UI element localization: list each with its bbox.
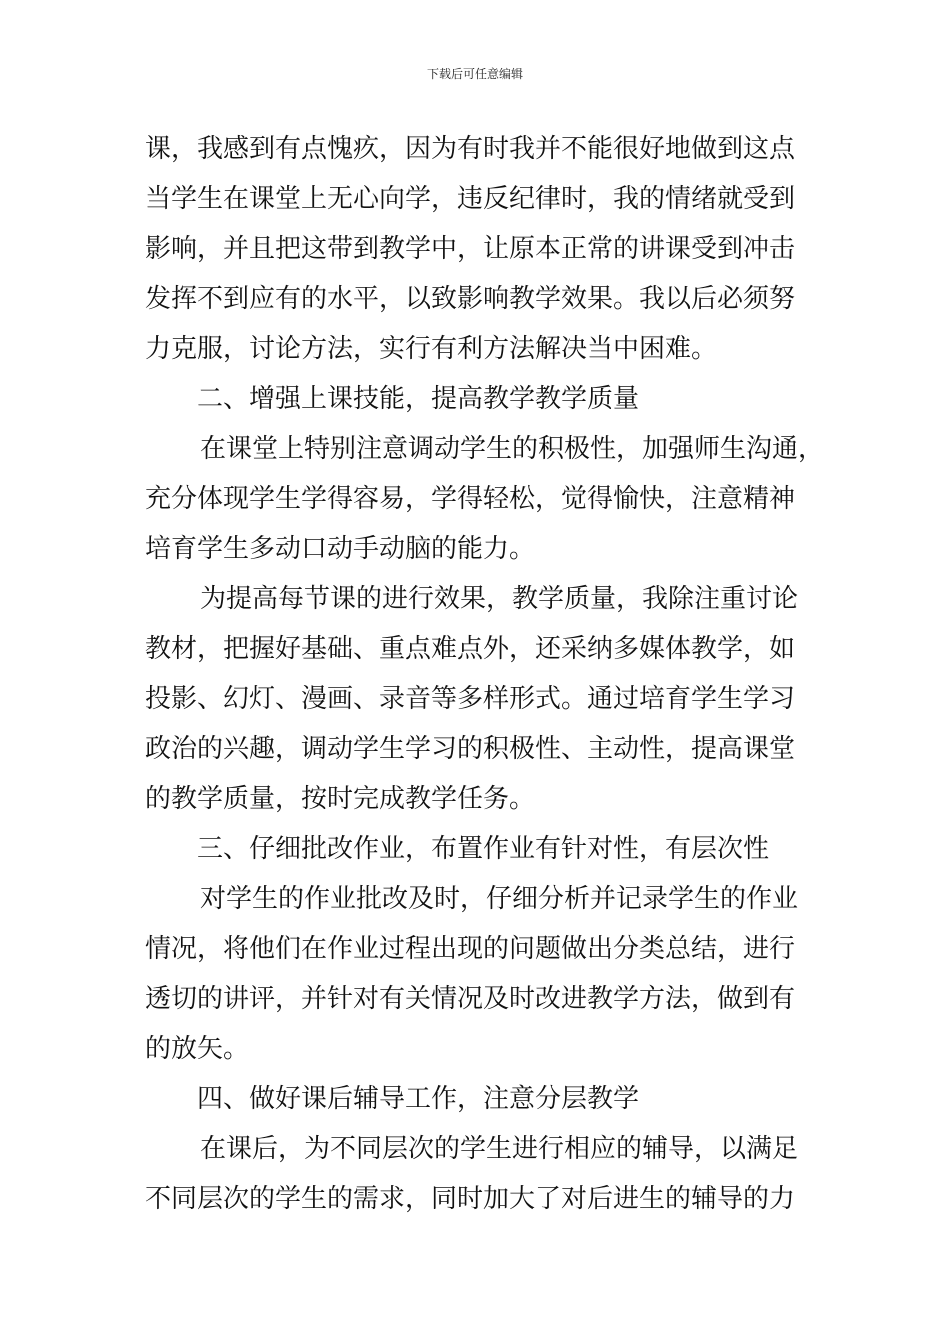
paragraph-first-line: 对学生的作业批改及时，仔细分析并记录学生的作业 — [200, 884, 799, 914]
section-heading: 三、仔细批改作业，布置作业有针对性，有层次性 — [197, 834, 770, 864]
paragraph-first-line: 在课堂上特别注意调动学生的积极性，加强师生沟通， — [200, 434, 825, 464]
text-line: 培育学生多动口动手动脑的能力。 — [145, 534, 536, 564]
text-line: 力克服，讨论方法，实行有利方法解决当中困难。 — [145, 334, 718, 364]
text-line: 的放矢。 — [145, 1034, 250, 1064]
text-line: 不同层次的学生的需求，同时加大了对后进生的辅导的力 — [145, 1184, 796, 1214]
text-line: 发挥不到应有的水平，以致影响教学效果。我以后必须努 — [145, 284, 796, 314]
text-line: 充分体现学生学得容易，学得轻松，觉得愉快，注意精神 — [145, 484, 796, 514]
paragraph-first-line: 在课后，为不同层次的学生进行相应的辅导，以满足 — [200, 1134, 799, 1164]
paragraph-first-line: 为提高每节课的进行效果，教学质量，我除注重讨论 — [200, 584, 799, 614]
section-heading: 四、做好课后辅导工作，注意分层教学 — [197, 1084, 640, 1114]
document-body — [145, 129, 835, 1229]
text-line: 课，我感到有点愧疚，因为有时我并不能很好地做到这点 — [145, 134, 796, 164]
text-line: 政治的兴趣，调动学生学习的积极性、主动性，提高课堂 — [145, 734, 796, 764]
text-line: 投影、幻灯、漫画、录音等多样形式。通过培育学生学习 — [145, 684, 796, 714]
section-heading: 二、增强上课技能，提高教学教学质量 — [197, 384, 640, 414]
page-header: 下载后可任意编辑 — [426, 67, 523, 81]
text-line: 透切的讲评，并针对有关情况及时改进教学方法，做到有 — [145, 984, 796, 1014]
text-line: 的教学质量，按时完成教学任务。 — [145, 784, 536, 814]
text-line: 情况，将他们在作业过程出现的问题做出分类总结，进行 — [145, 934, 796, 964]
text-line: 影响，并且把这带到教学中，让原本正常的讲课受到冲击 — [145, 234, 796, 264]
text-line: 当学生在课堂上无心向学，违反纪律时，我的情绪就受到 — [145, 184, 796, 214]
text-line: 教材，把握好基础、重点难点外，还采纳多媒体教学，如 — [145, 634, 796, 664]
